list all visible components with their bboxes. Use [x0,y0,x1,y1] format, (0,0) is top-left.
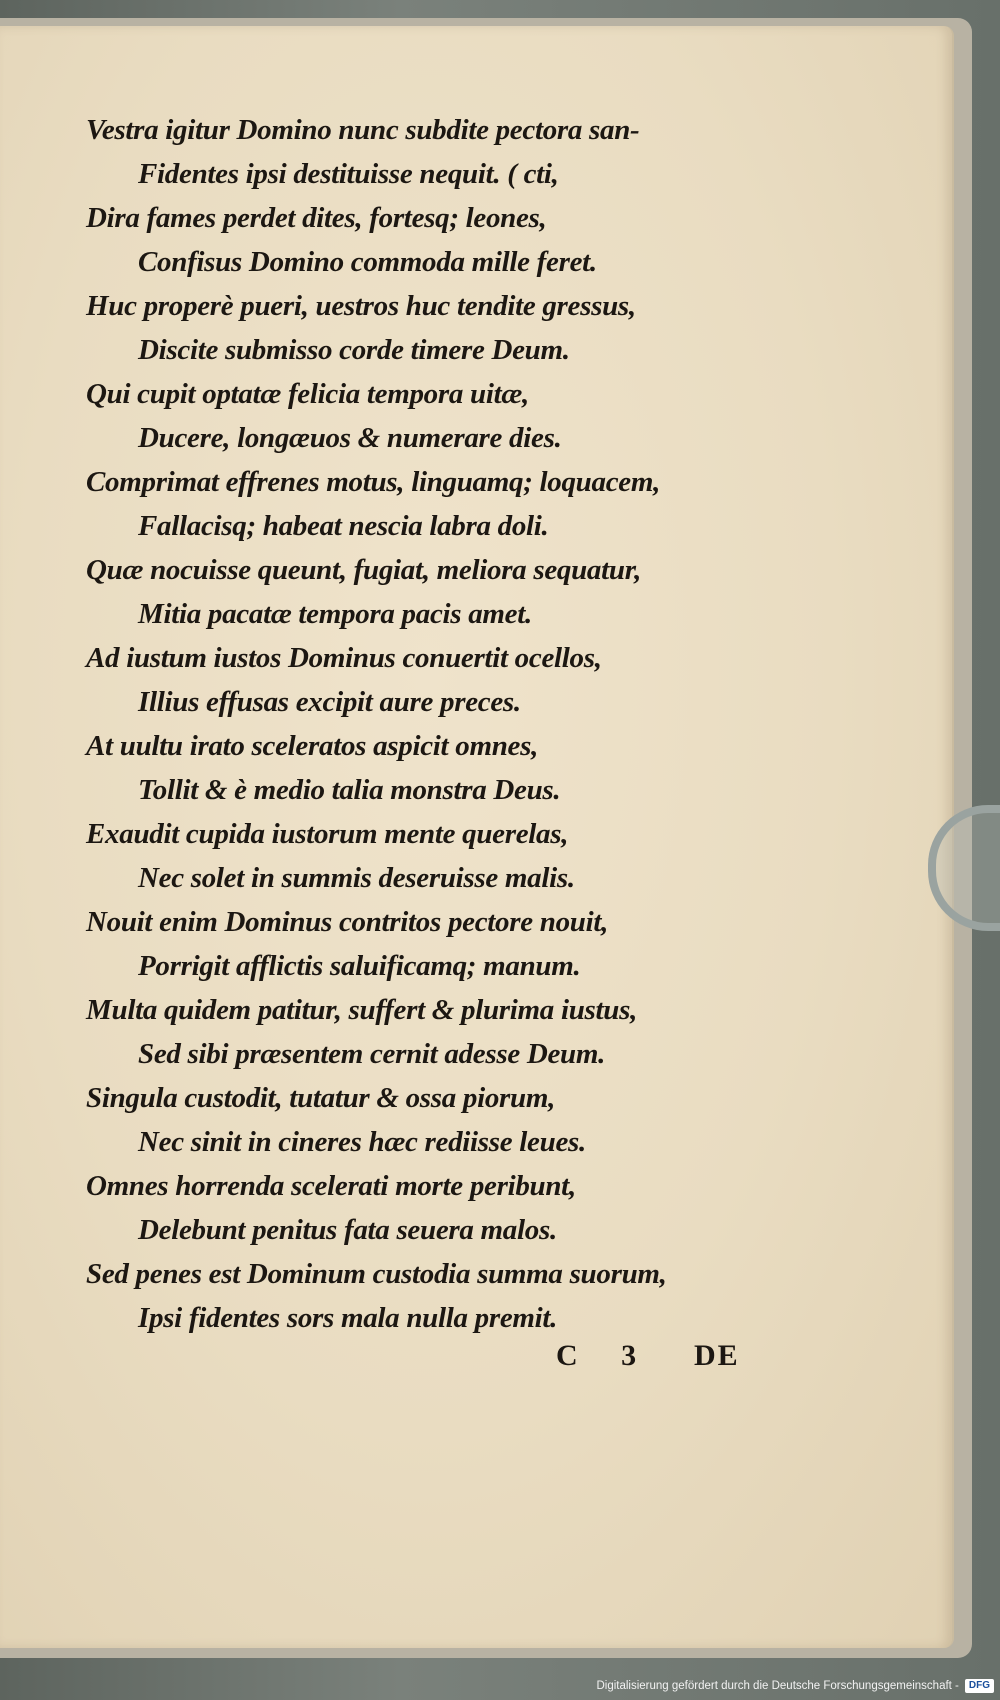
poem-line: Nec solet in summis deseruisse malis. [138,862,575,894]
poem-line: Ducere, longæuos & numerare dies. [138,422,562,454]
poem-text-block [86,108,786,1340]
poem-line: Vestra igitur Domino nunc subdite pectora san- [86,114,640,146]
poem-line: Porrigit afflictis saluificamq; manum. [138,950,581,982]
poem-line: Sed penes est Dominum custodia summa suorum, [86,1258,667,1290]
poem-line: Qui cupit optatæ felicia tempora uitæ, [86,378,529,410]
poem-line: Confisus Domino commoda mille feret. [138,246,597,278]
credit-text: Digitalisierung gefördert durch die Deutsche Forschungsgemeinschaft - [596,1680,959,1692]
poem-line: Discite submisso corde timere Deum. [138,334,570,366]
poem-line: Illius effusas excipit aure preces. [138,686,521,718]
poem-line: Ad iustum iustos Dominus conuertit ocellos, [86,642,602,674]
poem-line: Huc properè pueri, uestros huc tendite gressus, [86,290,636,322]
poem-line: Ipsi fidentes sors mala nulla premit. [138,1302,558,1334]
poem-line: Delebunt penitus fata seuera malos. [138,1214,557,1246]
digitization-credit [596,1676,994,1696]
poem-line: Nouit enim Dominus contritos pectore nouit, [86,906,609,938]
poem-line: Comprimat effrenes motus, linguamq; loquacem, [86,466,661,498]
dfg-logo: DFG [965,1679,994,1693]
catchword: DE [694,1339,740,1372]
poem-line: Fallacisq; habeat nescia labra doli. [138,510,549,542]
poem-line: Quæ nocuisse queunt, fugiat, meliora sequatur, [86,554,642,586]
poem-line: Mitia pacatæ tempora pacis amet. [138,598,532,630]
poem-line: Singula custodit, tutatur & ossa piorum, [86,1082,556,1114]
poem-line: Multa quidem patitur, suffert & plurima iustus, [86,994,638,1026]
poem-line: Exaudit cupida iustorum mente querelas, [86,818,569,850]
poem-line: Dira fames perdet dites, fortesq; leones, [86,202,547,234]
poem-line: At uultu irato sceleratos aspicit omnes, [86,730,539,762]
poem-line: Tollit & è medio talia monstra Deus. [138,774,561,806]
signature-mark: C 3 [556,1339,655,1372]
poem-line: Nec sinit in cineres hæc rediisse leues. [138,1126,586,1158]
poem-line: Sed sibi præsentem cernit adesse Deum. [138,1038,606,1070]
poem-line: Omnes horrenda scelerati morte peribunt, [86,1170,576,1202]
poem-line: Fidentes ipsi destituisse nequit. ( cti, [138,158,559,190]
